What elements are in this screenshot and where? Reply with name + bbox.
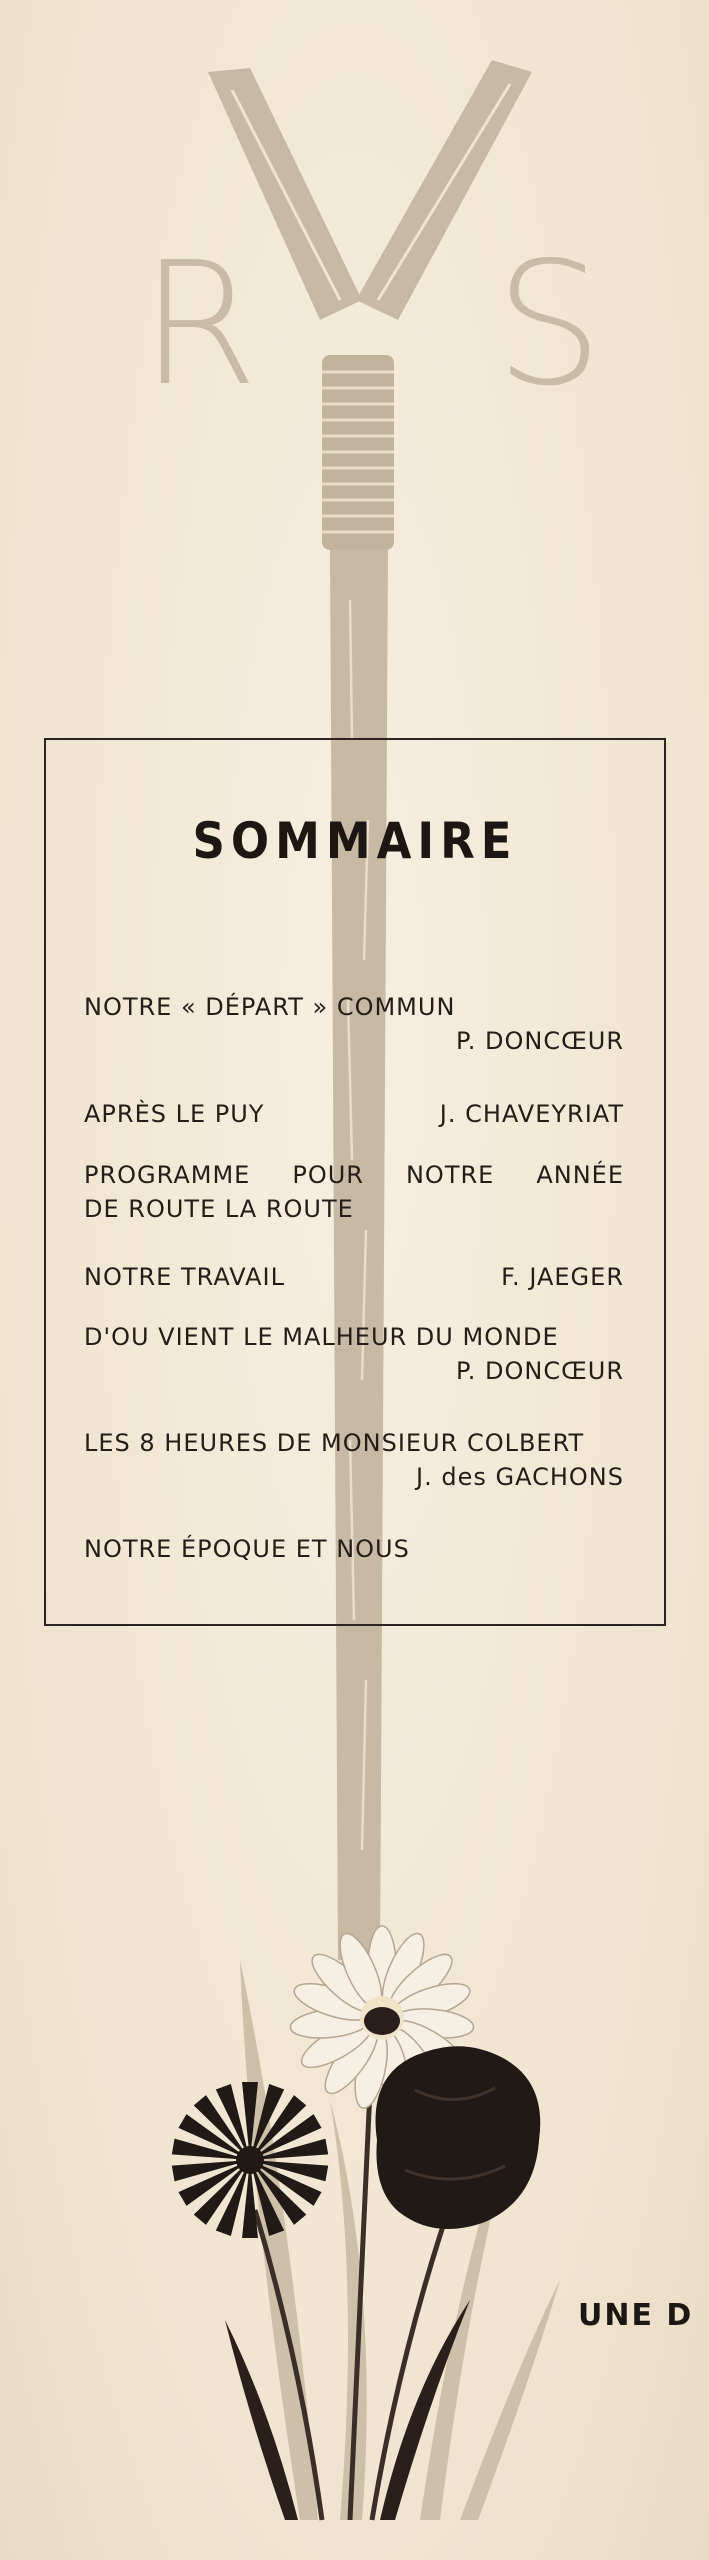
toc-entry-author: P. DONCŒUR — [456, 1027, 624, 1055]
toc-entry-author: F. JAEGER — [501, 1263, 624, 1291]
monogram-letter-right: S — [495, 226, 603, 424]
toc-entry-title: D'OU VIENT LE MALHEUR DU MONDE — [84, 1323, 559, 1351]
toc-entry-title: LES 8 HEURES DE MONSIEUR COLBERT — [84, 1429, 585, 1457]
toc-entry-author: P. DONCŒUR — [456, 1357, 624, 1385]
toc-entry-title: NOTRE « DÉPART » COMMUN — [84, 993, 456, 1021]
toc-entry-title: NOTRE TRAVAIL — [84, 1263, 285, 1291]
poppy-icon — [376, 2046, 541, 2229]
toc-entry-author: LA ROUTE — [224, 1195, 354, 1223]
cornflower-icon — [172, 2082, 328, 2238]
toc-entry-title-continued: DE ROUTE — [84, 1195, 217, 1223]
toc-entry-author: J. des GACHONS — [416, 1463, 624, 1491]
toc-entry — [84, 1426, 624, 1494]
toc-entry-title: NOTRE ÉPOQUE ET NOUS — [84, 1535, 410, 1563]
toc-entry — [84, 1320, 624, 1388]
toc-entry — [84, 1158, 624, 1226]
toc-title: SOMMAIRE — [192, 812, 518, 870]
monogram-letter-left: R — [140, 226, 259, 424]
toc-entry — [84, 1260, 624, 1294]
footer-tagline: UNE D — [578, 2298, 694, 2333]
toc-entry — [84, 1532, 624, 1566]
toc-entry — [84, 1097, 624, 1131]
table-of-contents — [44, 738, 666, 1626]
toc-entry-title: APRÈS LE PUY — [84, 1100, 265, 1128]
toc-entry-author: J. CHAVEYRIAT — [439, 1100, 624, 1128]
toc-entry — [84, 990, 624, 1058]
toc-entry-title: PROGRAMME POUR NOTRE ANNÉE — [84, 1161, 624, 1189]
